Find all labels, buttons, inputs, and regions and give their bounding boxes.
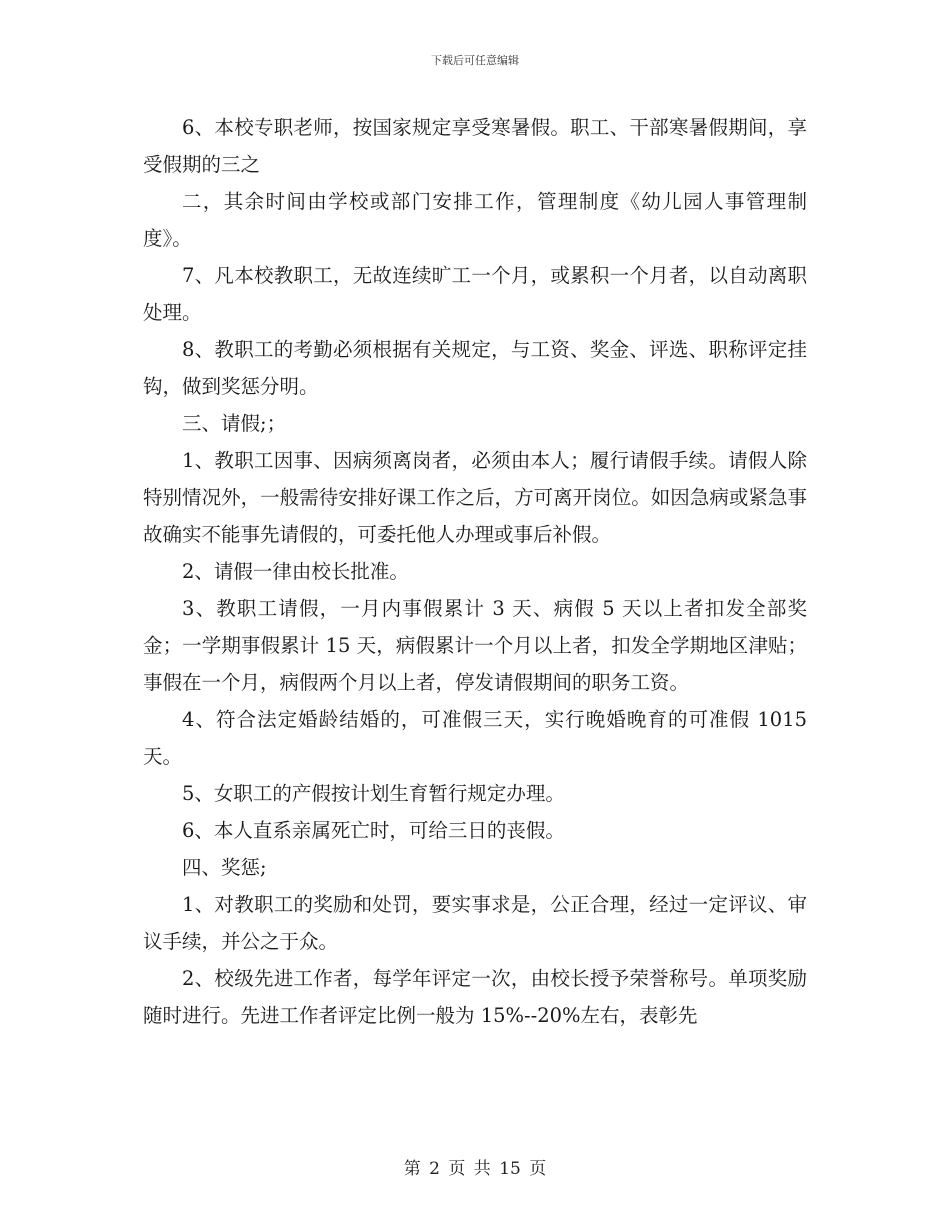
paragraph: 4、符合法定婚龄结婚的，可准假三天，实行晚婚晚育的可准假 1015 天。 — [143, 708, 807, 768]
paragraph: 2、请假一律由校长批准。 — [182, 560, 409, 583]
page-number: 第 2 页 共 15 页 — [403, 1159, 547, 1179]
paragraph: 1、对教职工的奖励和处罚，要实事求是，公正合理，经过一定评议、审议手续，并公之于众。 — [143, 893, 807, 953]
paragraph: 5、女职工的产假按计划生育暂行规定办理。 — [182, 782, 565, 805]
paragraph: 6、本校专职老师，按国家规定享受寒暑假。职工、干部寒暑假期间，享受假期的三之 — [143, 116, 807, 176]
paragraph: 二，其余时间由学校或部门安排工作，管理制度《幼儿园人事管理制度》。 — [143, 190, 807, 250]
paragraph: 7、凡本校教职工，无故连续旷工一个月，或累积一个月者，以自动离职处理。 — [143, 264, 807, 324]
paragraph: 6、本人直系亲属死亡时，可给三日的丧假。 — [182, 819, 565, 842]
page-header: 下载后可任意编辑 — [431, 54, 519, 67]
document-body — [143, 109, 807, 1034]
paragraph: 1、教职工因事、因病须离岗者，必须由本人；履行请假手续。请假人除特别情况外，一般需待安排好课工作之后，方可离开岗位。如因急病或紧急事故确实不能事先请假的，可委托他人办理或事后补假。 — [143, 449, 807, 546]
section-heading: 四、奖惩; — [182, 856, 267, 879]
paragraph: 3、教职工请假，一月内事假累计 3 天、病假 5 天以上者扣发全部奖金；一学期事假累计 15 天，病假累计一个月以上者，扣发全学期地区津贴；事假在一个月，病假两个月以上者，停发请假期间的职务工资。 — [143, 597, 807, 694]
paragraph: 2、校级先进工作者，每学年评定一次，由校长授予荣誉称号。单项奖励随时进行。先进工作者评定比例一般为 15%--20%左右，表彰先 — [143, 967, 807, 1027]
paragraph: 8、教职工的考勤必须根据有关规定，与工资、奖金、评选、职称评定挂钩，做到奖惩分明。 — [143, 338, 807, 398]
section-heading: 三、请假;； — [182, 412, 287, 435]
